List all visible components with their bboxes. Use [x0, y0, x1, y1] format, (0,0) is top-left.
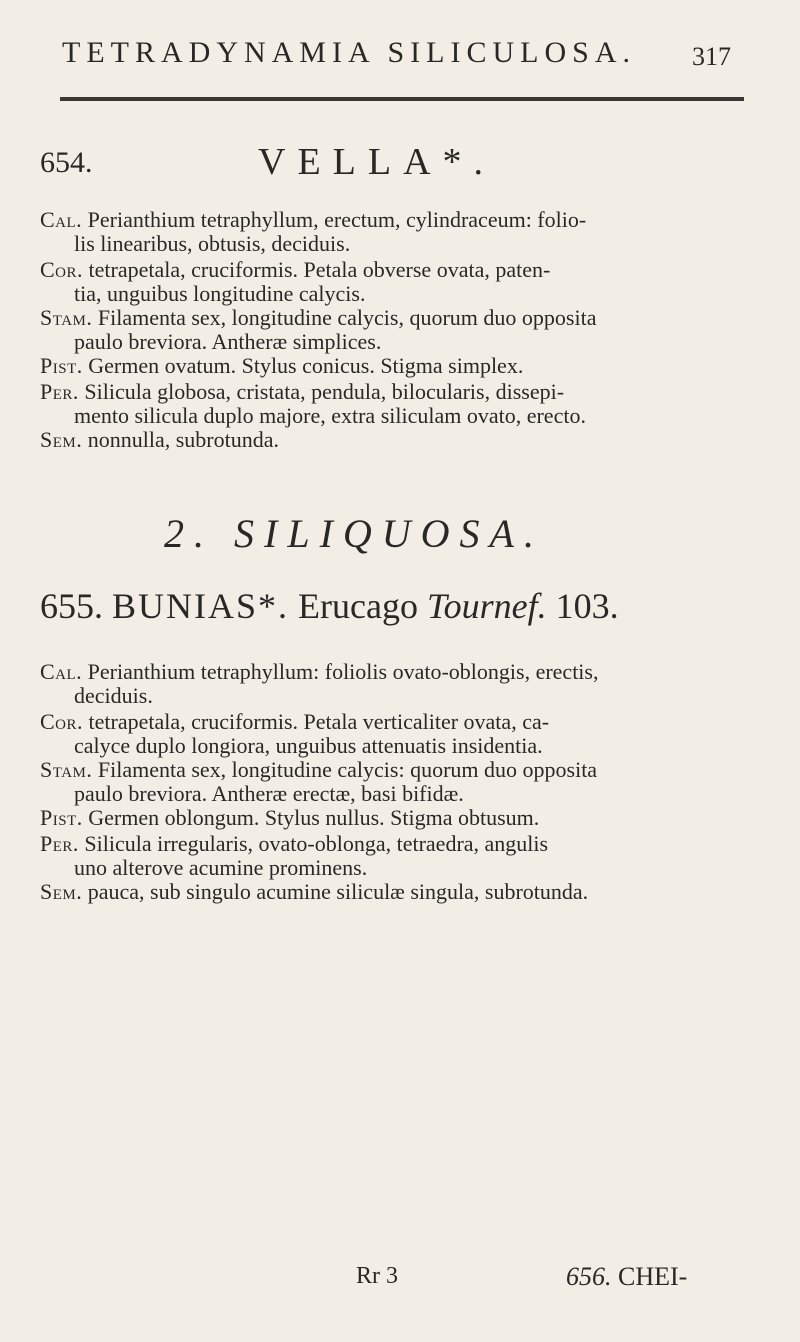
paragraph-line: tia, unguibus longitudine calycis.	[74, 281, 366, 306]
paragraph-line	[40, 208, 760, 232]
bunias-corolla-paragraph	[40, 710, 760, 758]
paragraph-line	[40, 258, 760, 282]
paragraph-line: calyce duplo longiora, unguibus attenuatis insidentia.	[74, 733, 543, 758]
vella-stamina-paragraph	[40, 306, 760, 354]
paragraph-text: tetrapetala, cruciformis. Petala verticaliter ovata, ca-	[83, 709, 550, 734]
paragraph-label: Cor.	[40, 709, 84, 734]
genus-title-vella: VELLA*.	[258, 141, 496, 183]
paragraph-label: Sem.	[40, 879, 83, 904]
paragraph-line	[40, 306, 760, 330]
paragraph-line: deciduis.	[74, 683, 153, 708]
bunias-stamina-paragraph	[40, 758, 760, 806]
entry-number-655: 655.	[40, 586, 103, 626]
paragraph-line: lis linearibus, obtusis, deciduis.	[74, 231, 351, 256]
signature-mark: Rr 3	[356, 1263, 398, 1289]
paragraph-label: Pist.	[40, 353, 83, 378]
paragraph-text: Filamenta sex, longitudine calycis, quorum duo opposita	[92, 305, 597, 330]
bunias-calyx-paragraph	[40, 660, 760, 708]
paragraph-line: mento silicula duplo majore, extra siliculam ovato, erecto.	[74, 403, 586, 428]
vella-calyx-paragraph	[40, 208, 760, 256]
paragraph-line	[40, 880, 760, 904]
genus-reference: 103.	[555, 586, 619, 626]
genus-title-bunias: BUNIAS*.	[112, 586, 290, 626]
paragraph-text: Germen ovatum. Stylus conicus. Stigma simplex.	[82, 353, 524, 378]
page-number: 317	[692, 42, 731, 71]
vella-corolla-paragraph	[40, 258, 760, 306]
paragraph-line: uno alterove acumine prominens.	[74, 855, 368, 880]
genus-synonym: Erucago	[298, 586, 418, 626]
entry-heading-bunias	[40, 585, 619, 627]
paragraph-line	[40, 380, 760, 404]
paragraph-label: Cor.	[40, 257, 84, 282]
paragraph-label: Per.	[40, 379, 79, 404]
paragraph-line: paulo breviora. Antheræ simplices.	[74, 329, 382, 354]
vella-pericarpium-paragraph	[40, 380, 760, 428]
paragraph-line	[40, 710, 760, 734]
paragraph-line	[40, 354, 760, 378]
header-rule	[60, 97, 744, 101]
paragraph-line: paulo breviora. Antheræ erectæ, basi bifidæ.	[74, 781, 464, 806]
vella-semina-paragraph	[40, 428, 760, 452]
paragraph-text: Filamenta sex, longitudine calycis: quorum duo opposita	[92, 757, 598, 782]
paragraph-text: tetrapetala, cruciformis. Petala obverse ovata, paten-	[83, 257, 551, 282]
catchword-number: 656.	[566, 1262, 612, 1291]
bunias-semina-paragraph	[40, 880, 760, 904]
paragraph-text: Germen oblongum. Stylus nullus. Stigma obtusum.	[82, 805, 540, 830]
paragraph-line	[40, 806, 760, 830]
catchword	[566, 1262, 687, 1292]
paragraph-label: Stam.	[40, 757, 93, 782]
entry-number-654: 654.	[40, 146, 93, 179]
paragraph-text: Silicula globosa, cristata, pendula, bilocularis, dissepi-	[78, 379, 565, 404]
section-title-siliquosa: 2. SILIQUOSA.	[164, 511, 544, 556]
paragraph-text: Perianthium tetraphyllum: foliolis ovato-oblongis, erectis,	[82, 659, 599, 684]
paragraph-line	[40, 832, 760, 856]
running-head: TETRADYNAMIA SILICULOSA.	[62, 36, 636, 69]
paragraph-line	[40, 660, 760, 684]
paragraph-text: Perianthium tetraphyllum, erectum, cylindraceum: folio-	[82, 207, 587, 232]
paragraph-label: Pist.	[40, 805, 83, 830]
paragraph-label: Sem.	[40, 427, 83, 452]
bunias-pistillum-paragraph	[40, 806, 760, 830]
paragraph-label: Stam.	[40, 305, 93, 330]
paragraph-label: Cal.	[40, 207, 83, 232]
paragraph-text: Silicula irregularis, ovato-oblonga, tetraedra, angulis	[78, 831, 549, 856]
paragraph-label: Cal.	[40, 659, 83, 684]
genus-author: Tournef.	[426, 586, 547, 626]
paragraph-line	[40, 758, 760, 782]
paragraph-text: pauca, sub singulo acumine siliculæ singula, subrotunda.	[82, 879, 589, 904]
paragraph-line	[40, 428, 760, 452]
bunias-pericarpium-paragraph	[40, 832, 760, 880]
paragraph-label: Per.	[40, 831, 79, 856]
catchword-word: CHEI-	[618, 1262, 688, 1291]
paragraph-text: nonnulla, subrotunda.	[82, 427, 280, 452]
vella-pistillum-paragraph	[40, 354, 760, 378]
